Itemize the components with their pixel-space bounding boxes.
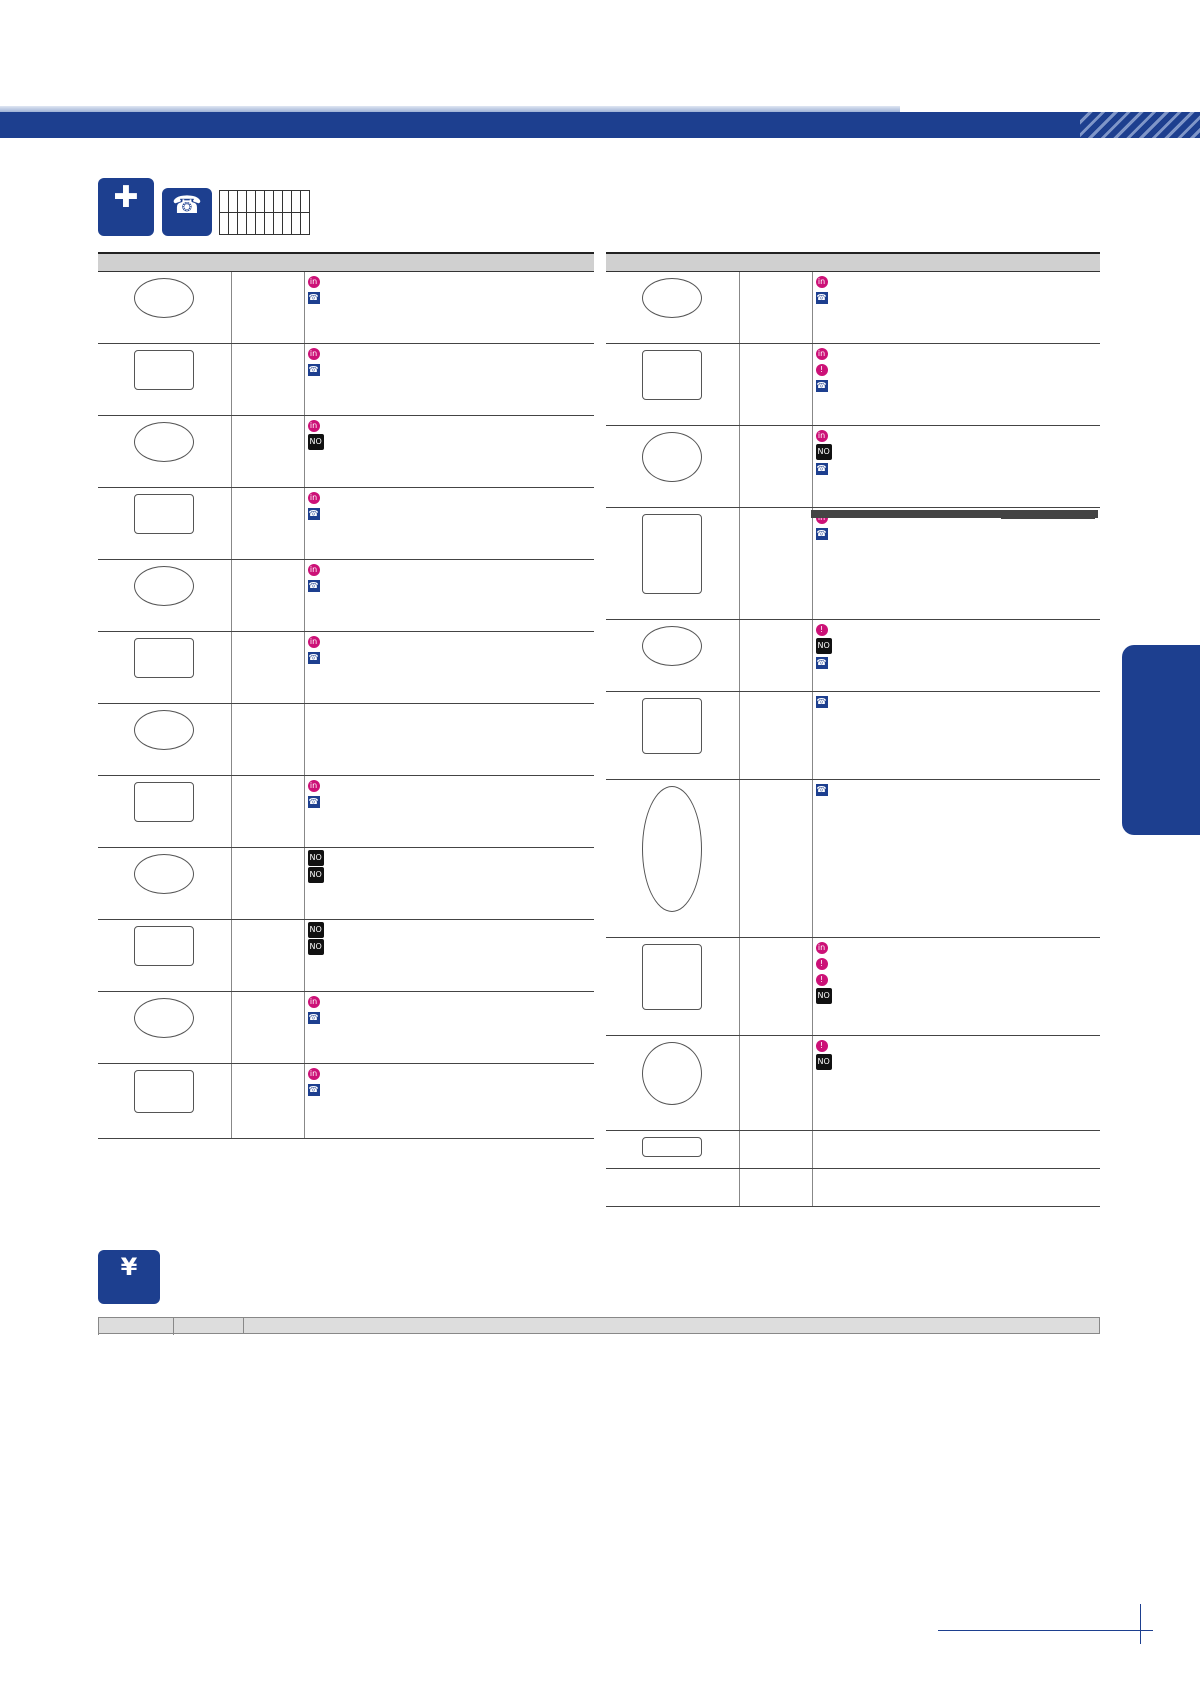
unit-icon: in bbox=[816, 430, 828, 442]
add-code bbox=[231, 559, 304, 631]
add-desc bbox=[812, 1130, 1100, 1168]
add-row bbox=[606, 507, 1100, 619]
add-name bbox=[98, 415, 231, 487]
add-code bbox=[739, 691, 812, 779]
header-stripe bbox=[1080, 112, 1200, 138]
part-sketch bbox=[134, 566, 194, 606]
code-header bbox=[274, 191, 283, 213]
add-code bbox=[739, 937, 812, 1035]
gvc-table bbox=[1001, 514, 1096, 519]
left-add-section bbox=[98, 252, 594, 1139]
no-icon: NO bbox=[816, 988, 832, 1004]
add-name bbox=[98, 631, 231, 703]
table1 bbox=[811, 510, 1099, 518]
add-code bbox=[231, 271, 304, 343]
phone-icon: ☎ bbox=[816, 463, 827, 473]
add-code bbox=[739, 425, 812, 507]
add-name bbox=[98, 775, 231, 847]
add-code bbox=[231, 631, 304, 703]
add-desc bbox=[812, 937, 1100, 1035]
code-value bbox=[283, 213, 292, 235]
add-row bbox=[606, 1168, 1100, 1206]
part-sketch bbox=[642, 350, 702, 400]
add-name bbox=[606, 937, 739, 1035]
add-desc bbox=[812, 1035, 1100, 1130]
add-desc bbox=[304, 703, 594, 775]
phone-icon: ☎ bbox=[816, 529, 827, 538]
add-name bbox=[98, 1063, 231, 1138]
code-header bbox=[292, 191, 301, 213]
phone-icon: ☎ bbox=[308, 509, 319, 518]
add-row bbox=[98, 703, 594, 775]
part-sketch bbox=[642, 786, 702, 912]
phone-icon: ☎ bbox=[308, 293, 319, 302]
add-name bbox=[98, 847, 231, 919]
addition-icon: ✚ bbox=[98, 178, 154, 236]
add-desc bbox=[812, 619, 1100, 691]
add-desc bbox=[304, 991, 594, 1063]
add-name bbox=[98, 343, 231, 415]
no-icon: NO bbox=[308, 867, 324, 883]
add-desc bbox=[304, 559, 594, 631]
add-desc bbox=[812, 691, 1100, 779]
add-desc bbox=[304, 775, 594, 847]
code-value bbox=[238, 213, 247, 235]
add-row bbox=[606, 619, 1100, 691]
part-sketch bbox=[134, 350, 194, 390]
add-desc bbox=[304, 271, 594, 343]
code-value bbox=[301, 213, 310, 235]
code-value bbox=[247, 213, 256, 235]
col-add bbox=[98, 253, 231, 271]
add-name bbox=[606, 507, 739, 619]
add-row bbox=[606, 425, 1100, 507]
code-value bbox=[265, 213, 274, 235]
part-sketch bbox=[134, 782, 194, 822]
phone-icon: ☎ bbox=[816, 697, 827, 706]
add-code bbox=[231, 1063, 304, 1138]
add-code bbox=[231, 847, 304, 919]
add-name bbox=[606, 1130, 739, 1168]
phone-icon: ☎ bbox=[816, 657, 827, 667]
code-header bbox=[283, 191, 292, 213]
code-header bbox=[229, 191, 238, 213]
no-icon: NO bbox=[308, 922, 324, 938]
add-row bbox=[98, 991, 594, 1063]
add-row bbox=[98, 487, 594, 559]
phone-icon: ☎ bbox=[816, 381, 827, 390]
add-desc bbox=[304, 343, 594, 415]
warning-icon: ! bbox=[816, 974, 828, 986]
unit-icon: in bbox=[308, 564, 320, 576]
phone-icon: ☎ bbox=[308, 1013, 319, 1022]
code-value bbox=[256, 213, 265, 235]
add-desc bbox=[812, 343, 1100, 425]
right-add-section bbox=[606, 252, 1100, 1207]
add-name bbox=[98, 703, 231, 775]
phone-icon: ☎ bbox=[308, 1085, 319, 1094]
unit-icon: in bbox=[308, 996, 320, 1008]
add-code bbox=[231, 991, 304, 1063]
phone-icon: ☎ bbox=[308, 581, 319, 590]
add-code bbox=[739, 1130, 812, 1168]
part-sketch bbox=[642, 698, 702, 754]
add-row bbox=[606, 937, 1100, 1035]
price-table bbox=[98, 1317, 1100, 1334]
code-value bbox=[292, 213, 301, 235]
part-sketch bbox=[134, 854, 194, 894]
add-code bbox=[739, 343, 812, 425]
part-sketch bbox=[134, 926, 194, 966]
price-badge bbox=[98, 1250, 160, 1304]
unit-icon: in bbox=[816, 942, 828, 954]
col-code bbox=[231, 253, 304, 271]
code-value bbox=[229, 213, 238, 235]
add-name bbox=[98, 559, 231, 631]
no-icon: NO bbox=[308, 850, 324, 866]
phone-icon: ☎ bbox=[308, 365, 319, 374]
add-name bbox=[606, 425, 739, 507]
unit-icon: in bbox=[308, 276, 320, 288]
add-code bbox=[231, 703, 304, 775]
add-name bbox=[606, 1035, 739, 1130]
no-icon: NO bbox=[816, 444, 832, 460]
no-icon: NO bbox=[308, 939, 324, 955]
part-sketch bbox=[642, 1042, 702, 1105]
unit-icon: in bbox=[308, 780, 320, 792]
add-row bbox=[98, 343, 594, 415]
phone-icon: ☎ bbox=[308, 653, 319, 662]
add-row bbox=[98, 415, 594, 487]
add-name bbox=[98, 991, 231, 1063]
no-icon: NO bbox=[308, 434, 324, 450]
add-code bbox=[231, 487, 304, 559]
unit-icon: in bbox=[308, 420, 320, 432]
add-name bbox=[606, 779, 739, 937]
code-header bbox=[256, 191, 265, 213]
part-sketch bbox=[642, 1137, 702, 1157]
add-name bbox=[606, 619, 739, 691]
add-code bbox=[739, 507, 812, 619]
add-code bbox=[739, 779, 812, 937]
add-desc bbox=[812, 779, 1100, 937]
add-desc bbox=[812, 1168, 1100, 1206]
code-header bbox=[220, 191, 229, 213]
add-desc bbox=[812, 507, 1100, 619]
add-row bbox=[98, 631, 594, 703]
part-sketch bbox=[134, 1070, 194, 1113]
side-tab[interactable] bbox=[1122, 645, 1200, 835]
add-name bbox=[98, 271, 231, 343]
code-header bbox=[265, 191, 274, 213]
add-code bbox=[231, 415, 304, 487]
order-icon: ☎ bbox=[162, 188, 212, 236]
add-name bbox=[98, 487, 231, 559]
add-name bbox=[606, 691, 739, 779]
add-code bbox=[739, 271, 812, 343]
unit-icon: in bbox=[308, 636, 320, 648]
add-row bbox=[98, 775, 594, 847]
part-sketch bbox=[642, 944, 702, 1010]
add-name bbox=[606, 271, 739, 343]
add-row bbox=[606, 343, 1100, 425]
part-sketch bbox=[642, 432, 702, 482]
warning-icon: ! bbox=[816, 364, 828, 376]
add-name bbox=[606, 343, 739, 425]
warning-icon: ! bbox=[816, 1040, 828, 1052]
add-name bbox=[98, 919, 231, 991]
add-row bbox=[98, 919, 594, 991]
phone-icon: ☎ bbox=[308, 797, 319, 806]
code-value bbox=[220, 213, 229, 235]
phone-icon: ☎ bbox=[816, 785, 827, 794]
add-row bbox=[606, 1130, 1100, 1168]
add-row bbox=[606, 271, 1100, 343]
add-desc bbox=[304, 847, 594, 919]
add-desc bbox=[812, 271, 1100, 343]
phone-icon: ☎ bbox=[816, 293, 827, 302]
col-desc bbox=[304, 253, 594, 271]
add-name bbox=[606, 1168, 739, 1206]
part-sketch bbox=[134, 494, 194, 534]
warning-icon: ! bbox=[816, 958, 828, 970]
unit-icon: in bbox=[816, 276, 828, 288]
code-value bbox=[274, 213, 283, 235]
add-desc bbox=[304, 631, 594, 703]
add-code bbox=[231, 775, 304, 847]
part-sketch bbox=[134, 422, 194, 462]
add-row bbox=[98, 847, 594, 919]
add-row bbox=[98, 1063, 594, 1138]
footer-line bbox=[938, 1630, 1153, 1631]
code-example-table bbox=[219, 190, 310, 235]
code-header bbox=[238, 191, 247, 213]
part-sketch bbox=[134, 278, 194, 318]
code-header bbox=[301, 191, 310, 213]
part-sketch bbox=[134, 998, 194, 1038]
unit-icon: in bbox=[308, 348, 320, 360]
warning-icon: ! bbox=[816, 624, 828, 636]
part-sketch bbox=[642, 278, 702, 318]
add-row bbox=[98, 559, 594, 631]
header-band bbox=[0, 112, 1200, 138]
add-code bbox=[231, 343, 304, 415]
part-sketch bbox=[642, 514, 702, 594]
part-sketch bbox=[642, 626, 702, 666]
unit-icon: in bbox=[308, 1068, 320, 1080]
unit-icon: in bbox=[816, 512, 828, 524]
add-desc bbox=[304, 415, 594, 487]
part-sketch bbox=[134, 710, 194, 750]
add-desc bbox=[304, 487, 594, 559]
no-icon: NO bbox=[816, 1054, 832, 1070]
unit-icon: in bbox=[308, 492, 320, 504]
add-desc bbox=[812, 425, 1100, 507]
add-row bbox=[606, 779, 1100, 937]
add-code bbox=[739, 1035, 812, 1130]
add-desc bbox=[304, 919, 594, 991]
add-row bbox=[606, 691, 1100, 779]
code-header bbox=[247, 191, 256, 213]
add-row bbox=[98, 271, 594, 343]
add-row bbox=[606, 1035, 1100, 1130]
yen-icon: ¥ bbox=[120, 1253, 138, 1281]
unit-icon: in bbox=[816, 348, 828, 360]
page-divider bbox=[1140, 1604, 1141, 1644]
add-code bbox=[231, 919, 304, 991]
add-desc bbox=[304, 1063, 594, 1138]
no-icon: NO bbox=[816, 638, 832, 654]
part-sketch bbox=[134, 638, 194, 678]
add-code bbox=[739, 619, 812, 691]
add-code bbox=[739, 1168, 812, 1206]
